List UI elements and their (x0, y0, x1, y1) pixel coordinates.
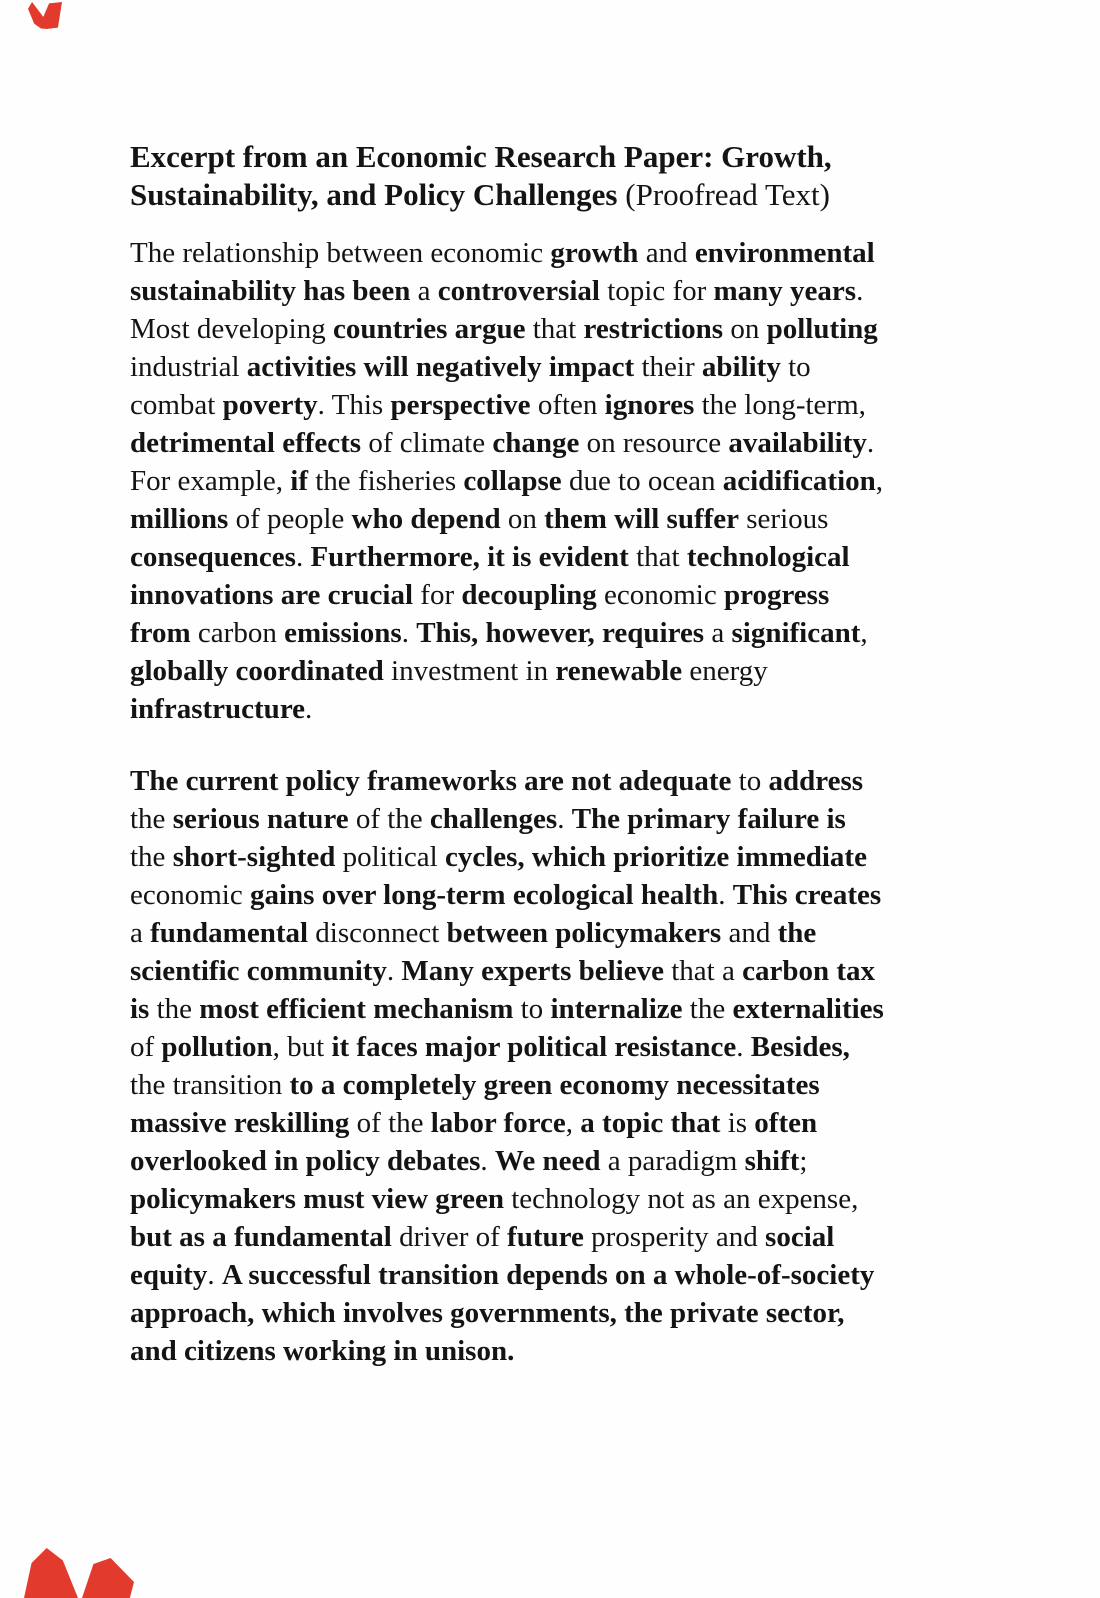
regular-text-run: and (721, 917, 778, 949)
bold-text-run: perspective (390, 389, 531, 421)
bold-text-run: who depend (351, 503, 501, 535)
text-line (130, 876, 990, 914)
regular-text-run: ; (799, 1145, 808, 1177)
regular-text-run: of (130, 1031, 162, 1063)
regular-text-run: . (207, 1259, 222, 1291)
text-line (130, 1142, 990, 1180)
regular-text-run: . (718, 879, 733, 911)
text-line (130, 914, 990, 952)
bold-text-run: A successful transition depends on a whole-of-society (221, 1259, 875, 1291)
bold-text-run: Many experts believe (401, 955, 664, 987)
bold-text-run: and citizens working in unison. (130, 1335, 515, 1367)
text-line (130, 952, 990, 990)
regular-text-run: , but (272, 1031, 332, 1063)
regular-text-run: and (638, 237, 695, 269)
bold-text-run: them will suffer (544, 503, 740, 535)
bold-text-run: scientific community (130, 955, 387, 987)
regular-text-run: . (386, 955, 402, 987)
regular-text-run: a (130, 917, 151, 949)
bold-text-run: sustainability has been (130, 275, 411, 307)
text-line (130, 348, 990, 386)
text-line (130, 1256, 990, 1294)
regular-text-run: to (780, 351, 811, 383)
text-line (130, 176, 990, 214)
regular-text-run: of the (349, 1107, 431, 1139)
bold-text-run: This creates (732, 879, 882, 911)
bold-text-run: progress (723, 579, 830, 611)
regular-text-run: industrial (130, 351, 247, 383)
bold-text-run: millions (130, 503, 229, 535)
bold-text-run: environmental (694, 237, 875, 269)
bold-text-run: shift (744, 1145, 800, 1177)
regular-text-run: a (704, 617, 732, 649)
regular-text-run: , (565, 1107, 581, 1139)
text-line (130, 272, 990, 310)
bold-text-run: externalities (732, 993, 884, 1025)
regular-text-run: the (682, 993, 733, 1025)
regular-text-run: The relationship between economic (130, 237, 551, 269)
bold-text-run: fundamental (150, 917, 309, 949)
regular-text-run: energy (682, 655, 768, 687)
regular-text-run: . (480, 1145, 495, 1177)
bold-text-run: This, however, requires (416, 617, 705, 649)
bold-text-run: short-sighted (172, 841, 336, 873)
regular-text-run: (Proofread Text) (625, 177, 830, 212)
regular-text-run: . (305, 693, 313, 725)
regular-text-run: the long-term, (694, 389, 866, 421)
bold-text-run: emissions (284, 617, 402, 649)
regular-text-run: combat (130, 389, 223, 421)
bold-text-run: detrimental effects (130, 427, 362, 459)
regular-text-run: . (557, 803, 572, 835)
bold-text-run: is (130, 993, 150, 1025)
bold-text-run: approach, which involves governments, the private sector, (130, 1297, 845, 1329)
document-body (130, 138, 990, 1370)
text-line (130, 1294, 990, 1332)
bold-text-run: labor force (430, 1107, 566, 1139)
bold-text-run: from (130, 617, 191, 649)
regular-text-run: the fisheries (307, 465, 464, 497)
regular-text-run: . (401, 617, 417, 649)
text-line (130, 1066, 990, 1104)
regular-text-run: is (720, 1107, 755, 1139)
regular-text-run: topic for (599, 275, 714, 307)
bold-text-run: restrictions (583, 313, 724, 345)
regular-text-run: the (130, 841, 173, 873)
document-title (130, 138, 990, 214)
bold-text-run: equity (130, 1259, 208, 1291)
regular-text-run: , (875, 465, 884, 497)
regular-text-run: the (149, 993, 200, 1025)
text-line (130, 138, 990, 176)
paragraph (130, 762, 990, 1370)
text-line (130, 500, 990, 538)
text-line (130, 990, 990, 1028)
bold-text-run: many years (713, 275, 857, 307)
regular-text-run: the transition (130, 1069, 290, 1101)
text-line (130, 310, 990, 348)
text-line (130, 538, 990, 576)
text-line (130, 838, 990, 876)
bold-text-run: challenges (429, 803, 558, 835)
bold-text-run: but as a fundamental (130, 1221, 392, 1253)
text-line (130, 1028, 990, 1066)
bold-text-run: significant (731, 617, 861, 649)
bold-text-run: pollution (161, 1031, 273, 1063)
bold-text-run: innovations are crucial (130, 579, 414, 611)
bold-text-run: ignores (604, 389, 695, 421)
text-line (130, 1104, 990, 1142)
bold-text-run: renewable (555, 655, 683, 687)
bold-text-run: cycles, which prioritize immediate (444, 841, 867, 873)
regular-text-run: that (525, 313, 584, 345)
bold-text-run: address (768, 765, 864, 797)
regular-text-run: often (530, 389, 605, 421)
bold-text-run: Excerpt from an Economic Research Paper: Growth, (130, 139, 832, 174)
bold-text-run: controversial (437, 275, 600, 307)
regular-text-run: on (500, 503, 545, 535)
regular-text-run: Most developing (130, 313, 333, 345)
bold-text-run: consequences (130, 541, 296, 573)
regular-text-run: , (860, 617, 868, 649)
bold-text-run: Furthermore, it is evident (310, 541, 629, 573)
regular-text-run: on resource (579, 427, 729, 459)
bold-text-run: infrastructure (130, 693, 306, 725)
bold-text-run: Besides, (750, 1031, 850, 1063)
red-annotation-top-left (28, 2, 62, 29)
regular-text-run: on (723, 313, 767, 345)
bold-text-run: activities will negatively impact (246, 351, 635, 383)
bold-text-run: We need (494, 1145, 601, 1177)
bold-text-run: gains over long-term ecological health (249, 879, 719, 911)
bold-text-run: social (765, 1221, 835, 1253)
regular-text-run: . (866, 427, 875, 459)
bold-text-run: a topic that (580, 1107, 721, 1139)
paragraphs-container (130, 234, 990, 1370)
regular-text-run: economic (596, 579, 724, 611)
bold-text-run: acidification (722, 465, 876, 497)
regular-text-run: a (410, 275, 438, 307)
bold-text-run: countries argue (333, 313, 526, 345)
regular-text-run: serious (739, 503, 829, 535)
bold-text-run: if (290, 465, 308, 497)
text-line (130, 690, 990, 728)
regular-text-run: disconnect (308, 917, 447, 949)
bold-text-run: Sustainability, and Policy Challenges (130, 177, 626, 212)
bold-text-run: growth (550, 237, 639, 269)
bold-text-run: collapse (463, 465, 562, 497)
paragraph (130, 234, 990, 728)
bold-text-run: ability (701, 351, 781, 383)
red-annotation-bottom-left-2 (82, 1558, 134, 1598)
regular-text-run: For example, (130, 465, 291, 497)
bold-text-run: massive reskilling (130, 1107, 350, 1139)
text-line (130, 576, 990, 614)
regular-text-run: a paradigm (600, 1145, 745, 1177)
text-line (130, 1332, 990, 1370)
regular-text-run: political (335, 841, 445, 873)
regular-text-run: that a (663, 955, 743, 987)
bold-text-run: The current policy frameworks are not adequate (130, 765, 732, 797)
regular-text-run: due to ocean (561, 465, 723, 497)
bold-text-run: internalize (550, 993, 683, 1025)
regular-text-run: . This (317, 389, 391, 421)
bold-text-run: The primary failure is (571, 803, 846, 835)
bold-text-run: the (777, 917, 817, 949)
bold-text-run: poverty (222, 389, 318, 421)
bold-text-run: most efficient mechanism (199, 993, 514, 1025)
bold-text-run: polluting (766, 313, 878, 345)
regular-text-run: to (731, 765, 769, 797)
text-line (130, 386, 990, 424)
regular-text-run: . (856, 275, 864, 307)
regular-text-run: of the (348, 803, 430, 835)
bold-text-run: serious nature (172, 803, 349, 835)
text-line (130, 652, 990, 690)
regular-text-run: investment in (383, 655, 556, 687)
bold-text-run: overlooked in policy debates (130, 1145, 481, 1177)
text-line (130, 1218, 990, 1256)
regular-text-run: . (736, 1031, 751, 1063)
text-line (130, 800, 990, 838)
text-line (130, 462, 990, 500)
regular-text-run: that (628, 541, 687, 573)
text-line (130, 424, 990, 462)
regular-text-run: . (295, 541, 311, 573)
bold-text-run: it faces major political resistance (331, 1031, 737, 1063)
regular-text-run: of climate (361, 427, 493, 459)
bold-text-run: between policymakers (446, 917, 722, 949)
bold-text-run: to a completely green economy necessitates (289, 1069, 820, 1101)
text-line (130, 1180, 990, 1218)
regular-text-run: carbon (190, 617, 285, 649)
bold-text-run: availability (728, 427, 867, 459)
text-line (130, 614, 990, 652)
bold-text-run: technological (686, 541, 850, 573)
regular-text-run: the (130, 803, 173, 835)
text-line (130, 762, 990, 800)
bold-text-run: globally coordinated (130, 655, 384, 687)
regular-text-run: their (634, 351, 702, 383)
bold-text-run: decoupling (461, 579, 597, 611)
bold-text-run: carbon tax (742, 955, 875, 987)
regular-text-run: for (413, 579, 462, 611)
bold-text-run: policymakers must view green (130, 1183, 504, 1215)
bold-text-run: often (754, 1107, 818, 1139)
bold-text-run: change (492, 427, 580, 459)
red-annotation-bottom-left-1 (24, 1548, 78, 1598)
regular-text-run: economic (130, 879, 250, 911)
regular-text-run: of people (228, 503, 352, 535)
bold-text-run: future (507, 1221, 584, 1253)
regular-text-run: prosperity and (583, 1221, 766, 1253)
regular-text-run: to (513, 993, 551, 1025)
regular-text-run: driver of (391, 1221, 508, 1253)
text-line (130, 234, 990, 272)
regular-text-run: technology not as an expense, (504, 1183, 859, 1215)
